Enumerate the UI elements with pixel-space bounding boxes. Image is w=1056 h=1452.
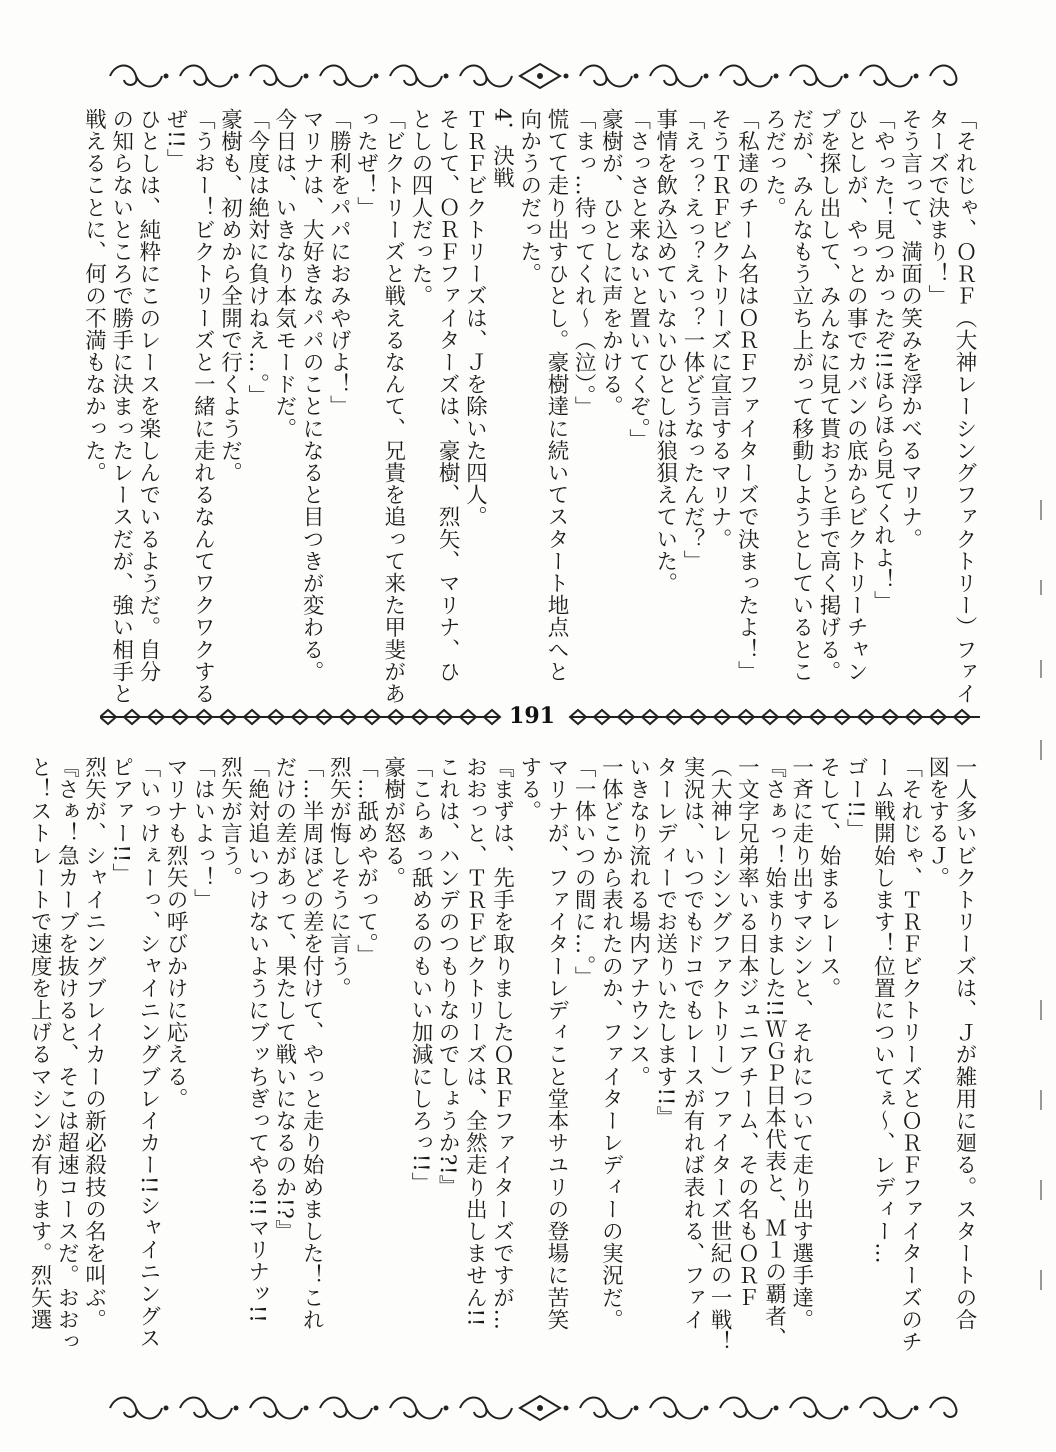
text-line: 『まずは、先手を取りましたＯＲＦファイターズですが… (489, 756, 515, 1331)
text-line: だが、みんなもう立ち上がって移動しようとしているとこ (788, 108, 814, 683)
section-heading: 4．決戦 (489, 108, 515, 189)
text-line: ピアァー!!」 (108, 756, 134, 885)
text-line: 今日は、いきなり本気モードだ。 (271, 108, 297, 440)
text-line: そして、始まるレース。 (815, 756, 841, 1000)
text-line: の知らないところで勝手に決まったレースだが、強い相手と (108, 108, 134, 705)
text-line: と！ストレートで速度を上げるマシンが有ります。烈矢選 (27, 756, 53, 1331)
text-line: 一体どこから表れたのか、ファイターレディーの実況だ。 (598, 756, 624, 1331)
text-line: 一人多いビクトリーズは、Ｊが雑用に廻る。スタートの合 (952, 756, 977, 1331)
text-line: 「こらぁっ舐めるのもいい加減にしろっ!!」 (407, 756, 433, 1195)
bottom-ornamental-border (100, 1388, 980, 1428)
text-line: 「ビクトリーズと戦えるなんて、兄貴を追って来た甲斐があ (380, 108, 406, 705)
text-line: 一斉に走り出すマシンと、それについて走り出す選手達。 (788, 756, 814, 1331)
text-line: プを探し出して、みんなに見て貰おうと手で高く掲げる。 (815, 108, 841, 683)
text-line: 「やった！見つかったぞ!!ほらほら見てくれよ！」 (870, 108, 896, 613)
text-line: 「いっけぇーっ、シャイニングブレイカー!!シャイニングス (135, 756, 161, 1350)
edge-bleed-marks (1038, 100, 1044, 1390)
text-line: 戦えることに、何の不満もなかった。 (81, 108, 107, 484)
text-line: 一文字兄弟率いる日本ジュニアチーム、その名もＯＲＦ (734, 756, 760, 1309)
text-line: 豪樹も、初めから全開で行くようだ。 (217, 108, 243, 484)
text-line: 豪樹が、ひとしに声をかける。 (598, 108, 624, 418)
text-line: 「はいよっ！」 (190, 756, 216, 911)
text-line: マリナが、ファイターレディこと堂本サユリの登場に苦笑 (543, 756, 569, 1331)
text-line: 「…舐めやがって。」 (353, 756, 379, 967)
text-line: としの四人だった。 (407, 108, 433, 307)
text-line: 『さぁ！急カーブを抜けると、そこは超速コースだ。おおっ (54, 756, 80, 1353)
text-line: そして、ＯＲＦファイターズは、豪樹、烈矢、マリナ、ひ (435, 108, 461, 683)
text-line: 「絶対追いつけないようにブッちぎってやる!!マリナッ!! (244, 756, 270, 1324)
text-line: 向かうのだった。 (516, 108, 542, 285)
text-line: ターレディーでお送りいたします!!』 (652, 756, 678, 1129)
text-line: ったぜ！」 (353, 108, 379, 219)
text-line: ひとしが、やっとの事でカバンの底からビクトリーチャン (843, 108, 869, 683)
text-line: 烈矢が、シャイニングブレイカーの新必殺技の名を叫ぶ。 (81, 756, 107, 1331)
text-line: 「一体いつの間に…。」 (571, 756, 597, 989)
text-line: 実況は、いつでもドコでもレースが有れば表れる、ファイ (679, 756, 705, 1331)
text-line: ゴー!!」 (843, 756, 869, 841)
text-line: これは、ハンデのつもりなのでしょうか?!』 (435, 756, 461, 1198)
text-line: マリナは、大好きなパパのことになると目つきが変わる。 (299, 108, 325, 683)
text-line: ぜ!!」 (163, 108, 189, 171)
text-line: ーム戦開始します！位置についてぇ〜、レディー… (870, 756, 896, 1265)
text-line: 「勝利をパパにおみやげよ！」 (326, 108, 352, 418)
flourish-scroll-icon (100, 1388, 980, 1428)
text-line: 「うおー！ビクトリーズと一緒に走れるなんてワクワクする (190, 108, 216, 705)
text-line: 「それじゃ、ＯＲＦ（大神レーシングファクトリー）ファイ (952, 108, 977, 705)
text-line: そうＴＲＦビクトリーズに宣言するマリナ。 (707, 108, 733, 550)
text-line: そう言って、満面の笑みを浮かべるマリナ。 (897, 108, 923, 550)
text-line: 「今度は絶対に負けねえ…。」 (244, 108, 270, 407)
text-line: 「まっ…待ってくれ〜（泣）。」 (571, 108, 597, 418)
text-line: マリナも烈矢の呼びかけに応える。 (163, 756, 189, 1110)
text-line: 『さぁっ！始まりました!!ＷＧＰ日本代表と、Ｍ１の覇者、 (761, 756, 787, 1350)
text-line: 「えっ？えっ？えっ？一体どうなったんだ？」 (679, 108, 705, 573)
page-number: 191 (509, 703, 555, 729)
text-line: ＴＲＦビクトリーズは、Ｊを除いた四人。 (462, 108, 488, 528)
text-line: いきなり流れる場内アナウンス。 (625, 756, 651, 1088)
text-line: 「さっさと来ないと置いてくぞ。」 (625, 108, 651, 451)
text-line: 慌てて走り出すひとし。豪樹達に続いてスタート地点へと (543, 108, 569, 683)
text-line: 事情を飲み込めていないひとしは狼狽えていた。 (652, 108, 678, 595)
text-line: 図をするＪ。 (924, 756, 950, 889)
text-line: ターズで決まり！」 (924, 108, 950, 307)
text-line: ひとしは、純粋にこのレースを楽しんでいるようだ。自分 (135, 108, 161, 683)
text-line: だけの差があって、果たして戦いになるのか!?』 (271, 756, 297, 1242)
bottom-text-block (27, 756, 978, 1371)
text-line: 豪樹が怒る。 (380, 756, 406, 889)
top-text-block (78, 108, 978, 705)
text-line: 「それじゃ、ＴＲＦビクトリーズとＯＲＦファイターズのチ (897, 756, 923, 1353)
text-line: 烈矢が悔しそうに言う。 (326, 756, 352, 1000)
flourish-scroll-icon (100, 58, 980, 94)
text-line: する。 (516, 756, 542, 823)
text-line: ろだった。 (761, 108, 787, 219)
text-line: おおっと、ＴＲＦビクトリーズは、全然走り出しません!! (462, 756, 488, 1327)
text-line: 「私達のチーム名はＯＲＦファイターズで決まったよ！」 (734, 108, 760, 683)
text-line: （大神レーシングファクトリー）ファイターズ世紀の一戦！ (707, 756, 733, 1353)
top-ornamental-border (100, 58, 980, 94)
text-line: 烈矢が言う。 (217, 756, 243, 889)
text-line: 「…半周ほどの差を付けて、やっと走り始めました！これ (299, 756, 325, 1331)
